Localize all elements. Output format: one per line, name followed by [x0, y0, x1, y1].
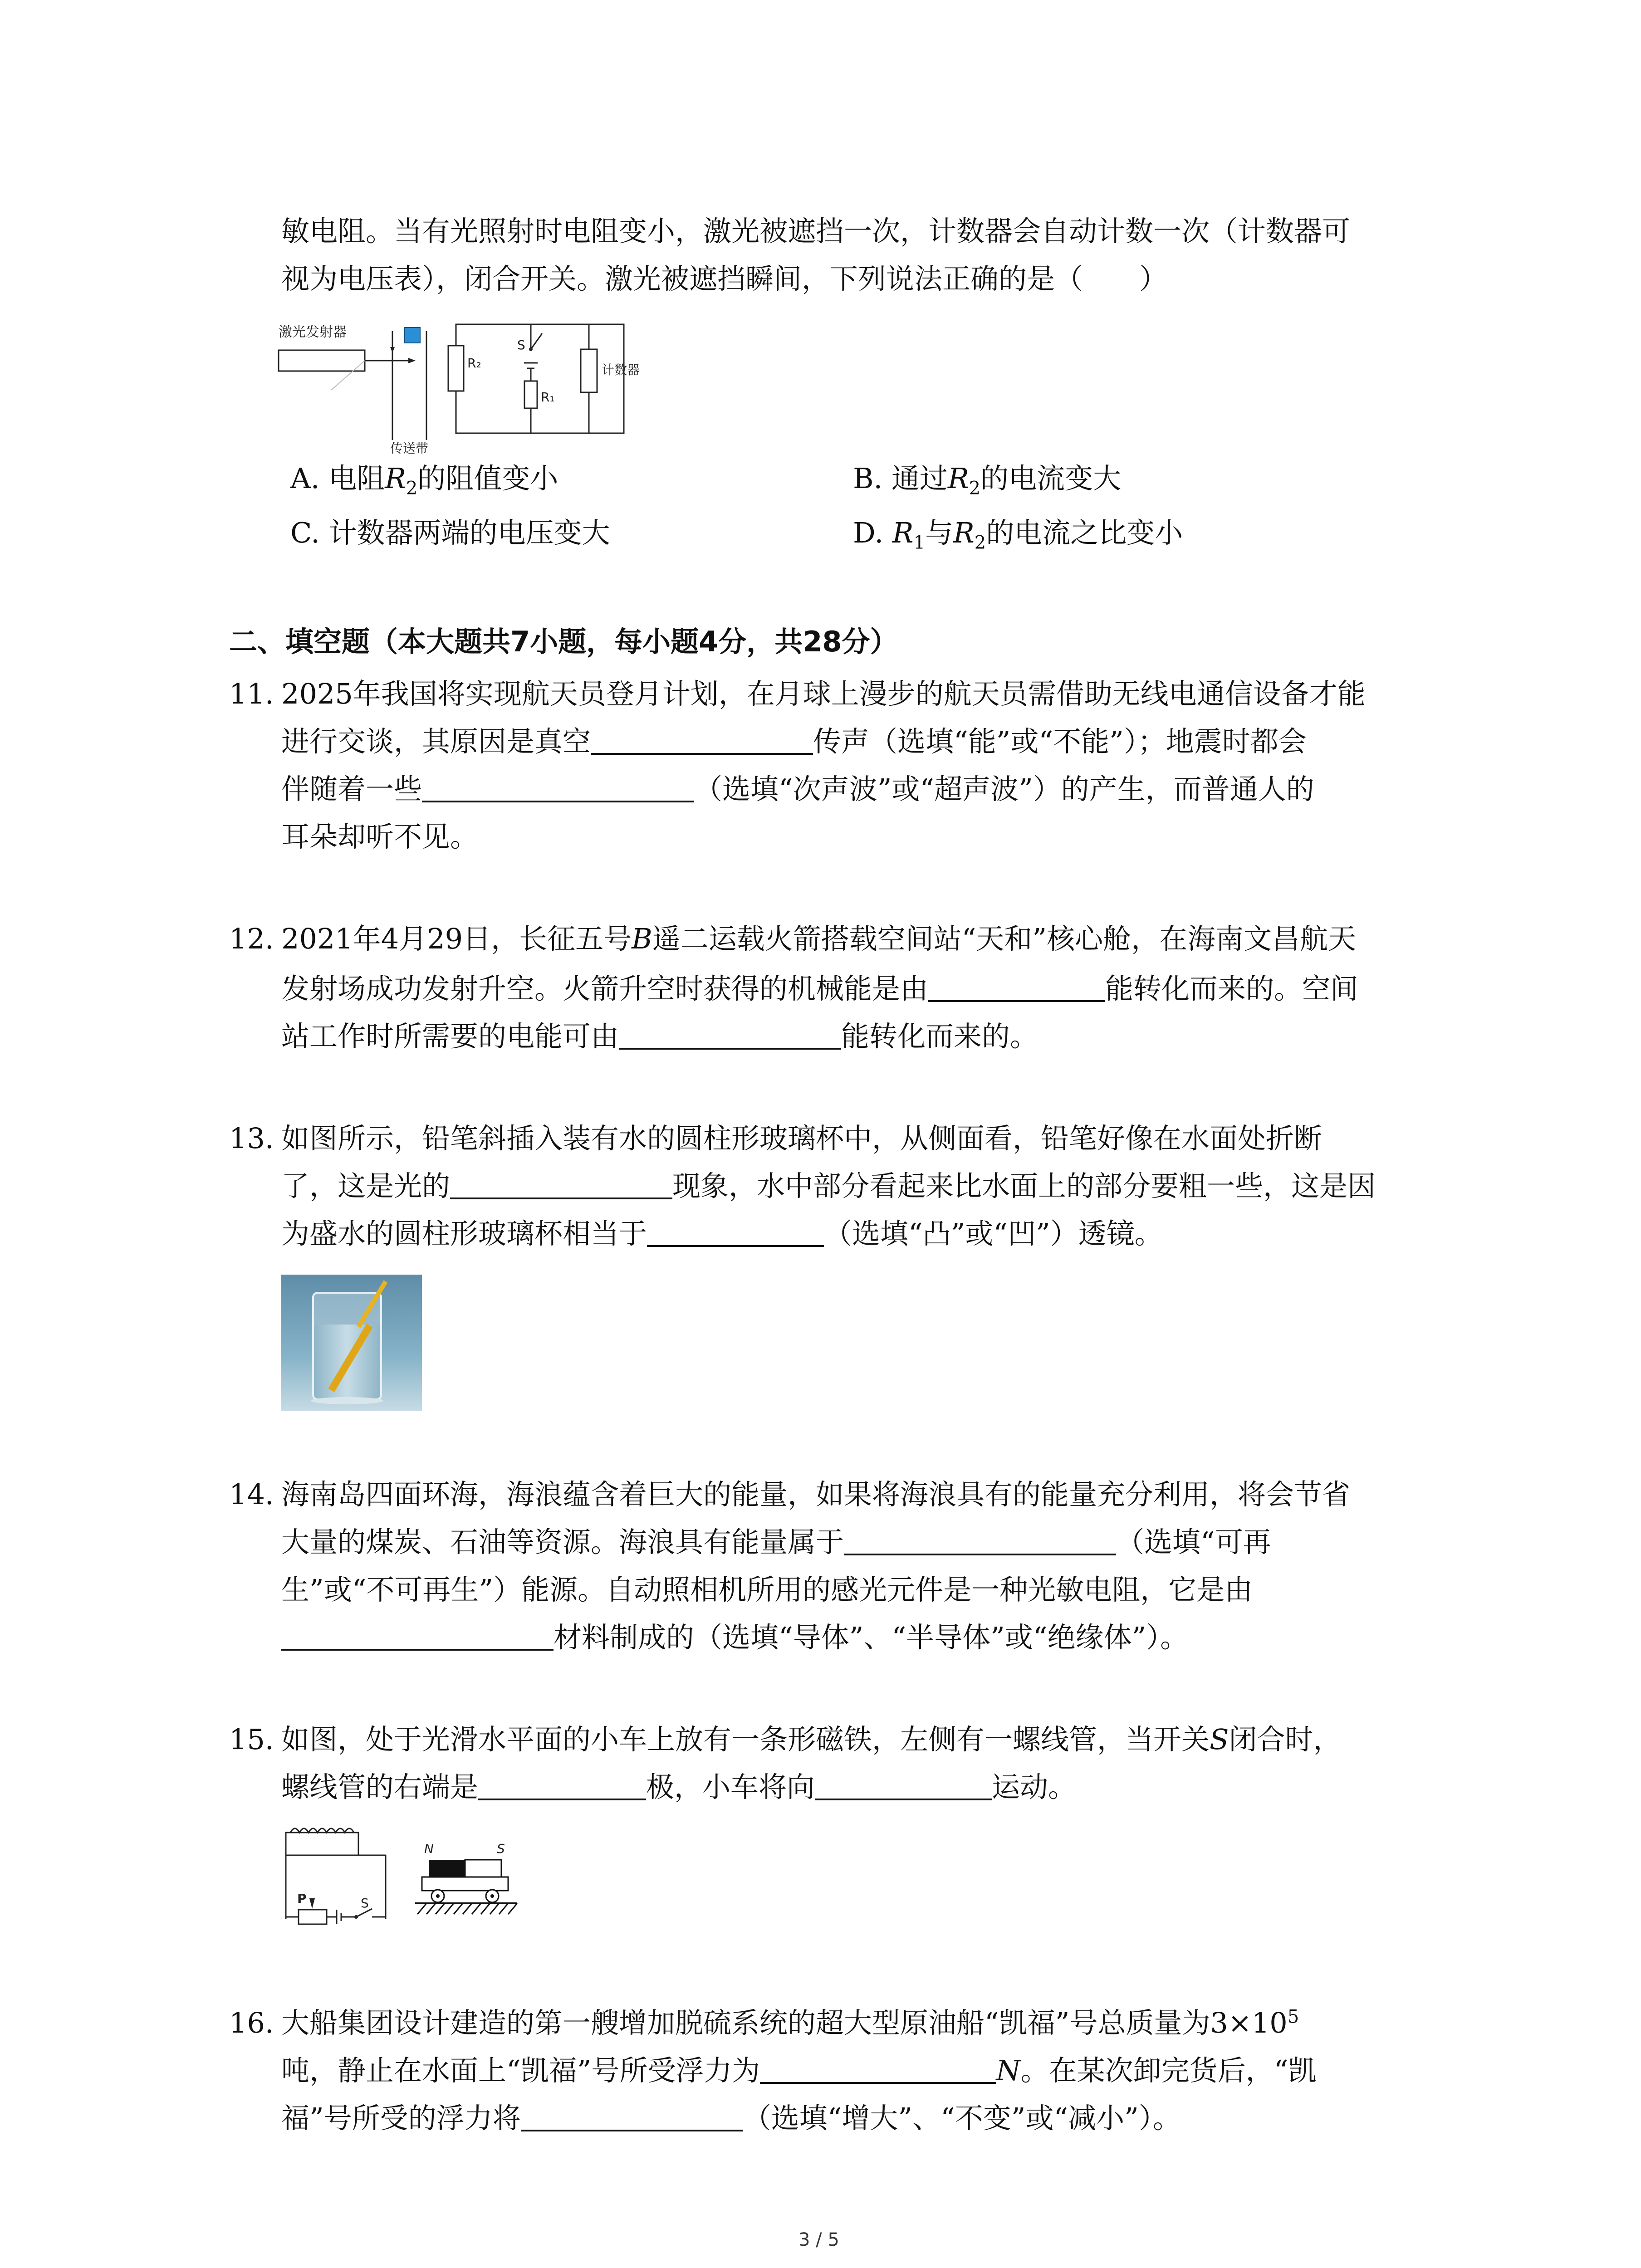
q13-line-1: 如图所示，铅笔斜插入装有水的圆柱形玻璃杯中，从侧面看，铅笔好像在水面处折断: [281, 1122, 1323, 1155]
q15-blank-1[interactable]: [478, 1770, 646, 1800]
laser-emitter: [279, 324, 408, 390]
q14-line-4: 材料制成的（选填“导体”、“半导体”或“绝缘体”）。: [281, 1619, 1188, 1656]
q10-option-d: D. $R_1$与$R_2$的电流之比变小: [853, 516, 1183, 553]
q11-blank-2[interactable]: [422, 772, 694, 802]
magnet-s-label: S: [497, 1841, 505, 1856]
r1-label: R₁: [541, 390, 555, 405]
q14-line-1: 海南岛四面环海，海浪蕴含着巨大的能量，如果将海浪具有的能量充分利用，将会节省: [281, 1478, 1351, 1511]
q14-blank-2[interactable]: [281, 1621, 554, 1651]
q13-line-2: 了，这是光的 现象，水中部分看起来比水面上的部分要粗一些，这是因: [281, 1169, 1376, 1202]
q16-line-2: 吨，静止在水面上“凯福”号所受浮力为 N。在某次卸完货后，“凯: [281, 2054, 1317, 2087]
q15-line-2: 螺线管的右端是 极，小车将向 运动。: [281, 1770, 1077, 1804]
q16-line-1: 大船集团设计建造的第一艘增加脱硫系统的超大型原油船“凯福”号总质量为$3\times 10^5$: [281, 2006, 1299, 2039]
rheostat: [299, 1910, 327, 1924]
q12-line-1: 2021年4月29日，长征五号B遥二运载火箭搭载空间站“天和”核心舱，在海南文昌航天: [281, 922, 1357, 955]
q10-line-1: 敏电阻。当有光照射时电阻变小，激光被遮挡一次，计数器会自动计数一次（计数器可: [281, 215, 1351, 248]
belt-label: 传送带: [390, 441, 429, 454]
q11-line-3: 伴随着一些 （选填“次声波”或“超声波”）的产生，而普通人的: [281, 772, 1314, 806]
blocking-object: [405, 327, 420, 343]
circuit: [448, 324, 640, 433]
q11-line-1: 2025年我国将实现航天员登月计划，在月球上漫步的航天员需借助无线电通信设备才能: [281, 677, 1366, 710]
q12-blank-1[interactable]: [928, 972, 1105, 1002]
q11-line-4: 耳朵却听不见。: [281, 820, 479, 853]
magnet-n-label: N: [424, 1841, 434, 1856]
q12-line-3: 站工作时所需要的电能可由 能转化而来的。: [281, 1020, 1038, 1053]
q14-number: 14.: [229, 1478, 274, 1511]
q16-number: 16.: [229, 2006, 274, 2039]
q13-blank-2[interactable]: [647, 1217, 824, 1247]
q10-option-b: B. 通过$R_2$的电流变大: [853, 462, 1122, 499]
q14-blank-1[interactable]: [844, 1525, 1116, 1555]
laser-label: 激光发射器: [279, 324, 347, 340]
conveyor-belt: [390, 327, 428, 454]
cart-with-magnet: [415, 1841, 517, 1914]
q16-blank-1[interactable]: [760, 2054, 996, 2084]
switch-s-label: S: [361, 1896, 369, 1911]
q10-line-2: 视为电压表），闭合开关。激光被遮挡瞬间，下列说法正确的是（ ）: [281, 262, 1168, 295]
page-number: 3 / 5: [798, 2229, 839, 2250]
q14-line-3: 生”或“不可再生”）能源。自动照相机所用的感光元件是一种光敏电阻，它是由: [281, 1573, 1253, 1606]
switch-label: S: [517, 337, 525, 352]
rheostat-p-label: P: [297, 1891, 307, 1906]
q12-number: 12.: [229, 922, 274, 955]
q15-solenoid-figure: [277, 1823, 540, 1937]
solenoid: [286, 1828, 386, 1924]
q11-number: 11.: [229, 677, 274, 710]
q10-option-a: A. 电阻$R_2$的阻值变小: [290, 462, 558, 499]
counter-label: 计数器: [602, 362, 640, 377]
q11-line-2: 进行交谈，其原因是真空 传声（选填“能”或“不能”）；地震时都会: [281, 725, 1307, 758]
pencil-in-glass-photo: [281, 1275, 422, 1411]
q13-line-3: 为盛水的圆柱形玻璃杯相当于 （选填“凸”或“凹”）透镜。: [281, 1217, 1163, 1250]
q15-blank-2[interactable]: [815, 1770, 992, 1800]
q13-number: 13.: [229, 1122, 274, 1155]
q15-line-1: 如图，处于光滑水平面的小车上放有一条形磁铁，左侧有一螺线管，当开关S闭合时，: [281, 1723, 1342, 1756]
q10-option-c: C. 计数器两端的电压变大: [290, 516, 610, 549]
q16-line-3: 福”号所受的浮力将 （选填“增大”、“不变”或“减小”）。: [281, 2102, 1181, 2135]
q15-number: 15.: [229, 1723, 274, 1756]
r2-label: R₂: [467, 356, 481, 371]
section-heading: 二、填空题（本大题共7小题，每小题4分，共28分）: [229, 625, 898, 658]
q16-blank-2[interactable]: [521, 2102, 743, 2131]
q13-blank-1[interactable]: [450, 1169, 672, 1199]
q14-line-2: 大量的煤炭、石油等资源。海浪具有能量属于 （选填“可再: [281, 1525, 1271, 1559]
q12-line-2: 发射场成功发射升空。火箭升空时获得的机械能是由 能转化而来的。空间: [281, 972, 1359, 1005]
q11-blank-1[interactable]: [591, 725, 813, 755]
q12-blank-2[interactable]: [619, 1020, 841, 1050]
q10-circuit-figure: [277, 318, 649, 454]
